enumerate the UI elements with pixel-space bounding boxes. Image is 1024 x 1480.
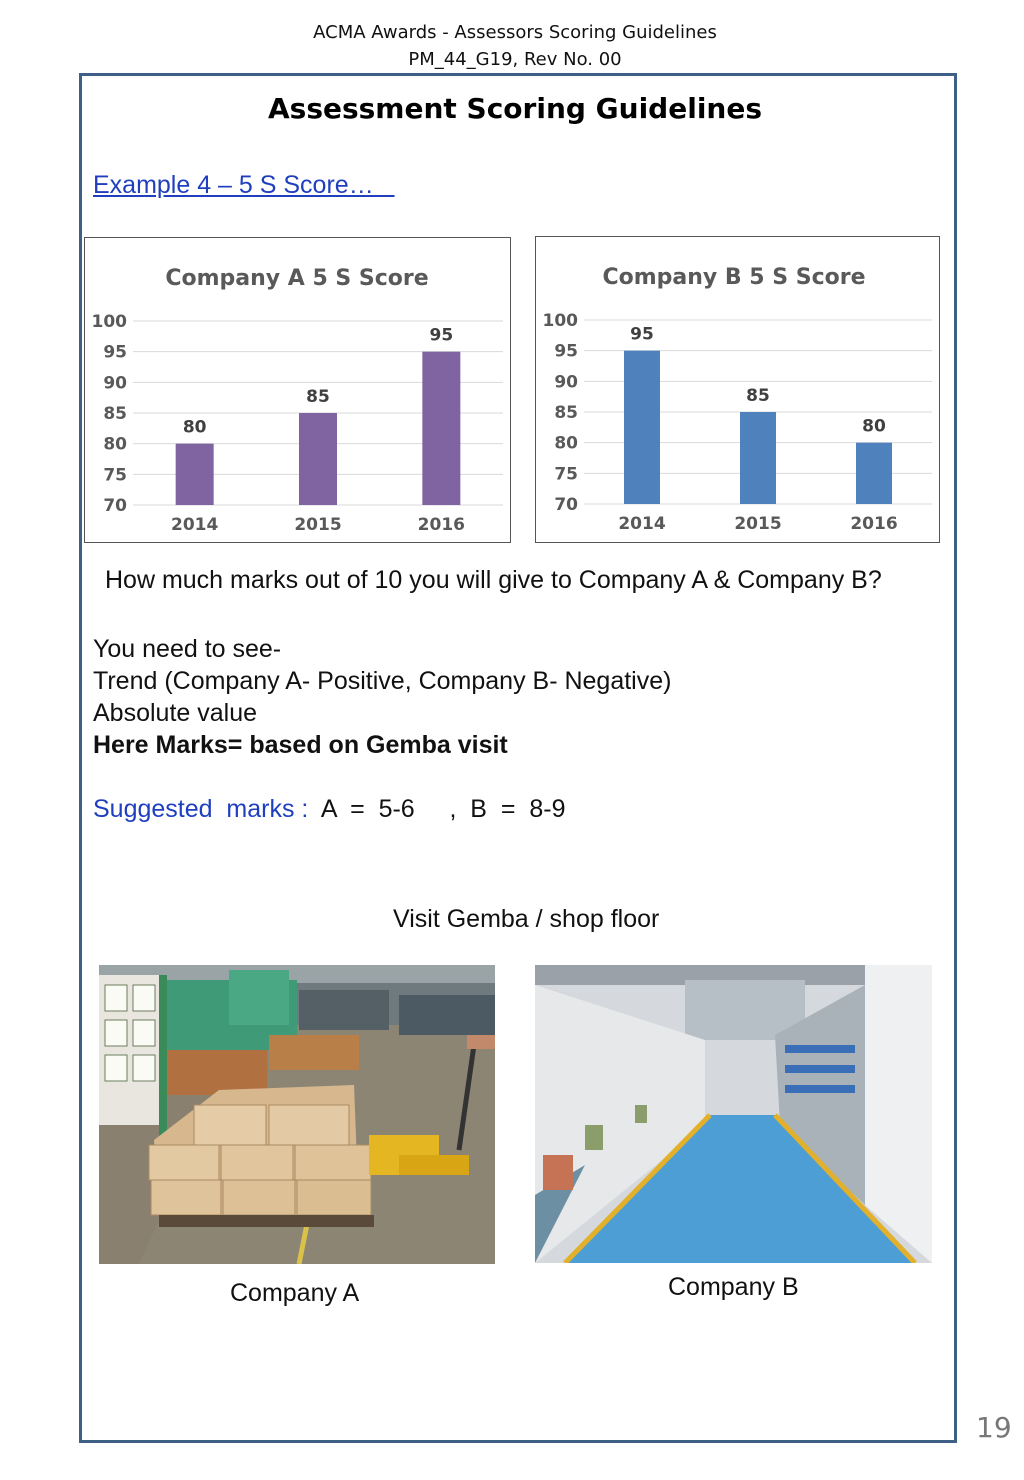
chart-b-y-tick-label: 100 bbox=[542, 311, 578, 331]
chart-a-y-tick-label: 75 bbox=[103, 465, 127, 486]
chart-a-bar-2016 bbox=[422, 352, 460, 505]
chart-a-y-tick-label: 100 bbox=[91, 312, 127, 332]
chart-b-x-tick-label-2014: 2014 bbox=[618, 514, 666, 534]
chart-b-y-tick-label: 85 bbox=[554, 403, 578, 423]
chart-b-x-tick-label-2016: 2016 bbox=[850, 514, 898, 534]
header-title: ACMA Awards - Assessors Scoring Guidelines bbox=[313, 22, 717, 43]
chart-b-data-label-2016: 80 bbox=[862, 416, 886, 437]
chart-a-x-tick-label-2015: 2015 bbox=[294, 515, 342, 535]
visit-caption: Visit Gemba / shop floor bbox=[393, 905, 660, 933]
chart-b-svg bbox=[536, 237, 939, 542]
suggested-marks bbox=[93, 795, 565, 824]
chart-a-y-tick-label: 95 bbox=[103, 342, 127, 363]
chart-company-a bbox=[84, 237, 511, 543]
chart-a-bar-2015 bbox=[299, 413, 337, 505]
chart-b-y-tick-label: 75 bbox=[554, 464, 578, 485]
page-number: 19 bbox=[976, 1411, 1012, 1444]
example-link[interactable]: Example 4 – 5 S Score… bbox=[93, 171, 395, 199]
suggested-marks-value: A = 5-6 , B = 8-9 bbox=[308, 795, 566, 823]
chart-b-x-tick-label-2015: 2015 bbox=[734, 514, 782, 534]
chart-b-y-tick-label: 70 bbox=[554, 495, 578, 515]
chart-a-title: Company A 5 S Score bbox=[165, 266, 429, 291]
chart-b-bar-2016 bbox=[856, 443, 892, 504]
chart-a-x-tick-label-2016: 2016 bbox=[417, 515, 465, 535]
caption-company-a: Company A bbox=[230, 1279, 360, 1307]
chart-a-svg bbox=[85, 238, 510, 542]
chart-b-y-tick-label: 80 bbox=[554, 433, 578, 454]
chart-b-data-label-2015: 85 bbox=[746, 386, 770, 406]
chart-b-bar-2014 bbox=[624, 351, 660, 504]
factory-floor-image-b bbox=[535, 965, 932, 1263]
header-doc-id: PM_44_G19, Rev No. 00 bbox=[408, 49, 622, 70]
body-line-see: You need to see- bbox=[93, 635, 282, 663]
chart-b-y-tick-label: 95 bbox=[554, 341, 578, 362]
chart-a-data-label-2014: 80 bbox=[182, 417, 207, 438]
chart-b-title: Company B 5 S Score bbox=[602, 265, 866, 290]
body-line-trend: Trend (Company A- Positive, Company B- Negative) bbox=[93, 667, 672, 695]
chart-b-y-tick-label: 90 bbox=[554, 372, 578, 393]
chart-a-y-tick-label: 80 bbox=[103, 434, 127, 455]
chart-a-bar-2014 bbox=[176, 444, 214, 505]
chart-company-b bbox=[535, 236, 940, 543]
page-title: Assessment Scoring Guidelines bbox=[267, 92, 763, 125]
chart-a-data-label-2015: 85 bbox=[306, 387, 330, 407]
caption-company-b: Company B bbox=[668, 1273, 799, 1301]
suggested-marks-label: Suggested marks : bbox=[93, 795, 309, 823]
body-line-absolute: Absolute value bbox=[93, 699, 258, 727]
photo-company-b bbox=[535, 965, 932, 1263]
chart-a-y-tick-label: 85 bbox=[103, 404, 127, 424]
chart-a-y-tick-label: 90 bbox=[103, 373, 127, 394]
body-line-gemba: Here Marks= based on Gemba visit bbox=[93, 731, 508, 759]
chart-a-y-tick-label: 70 bbox=[103, 496, 127, 516]
chart-b-data-label-2014: 95 bbox=[630, 324, 654, 345]
chart-b-bar-2015 bbox=[740, 412, 776, 504]
question-text: How much marks out of 10 you will give to Company A & Company B? bbox=[105, 566, 882, 594]
chart-a-x-tick-label-2014: 2014 bbox=[171, 515, 219, 535]
factory-floor-image-a bbox=[99, 965, 495, 1264]
photo-company-a bbox=[99, 965, 495, 1264]
chart-a-data-label-2016: 95 bbox=[429, 325, 454, 346]
